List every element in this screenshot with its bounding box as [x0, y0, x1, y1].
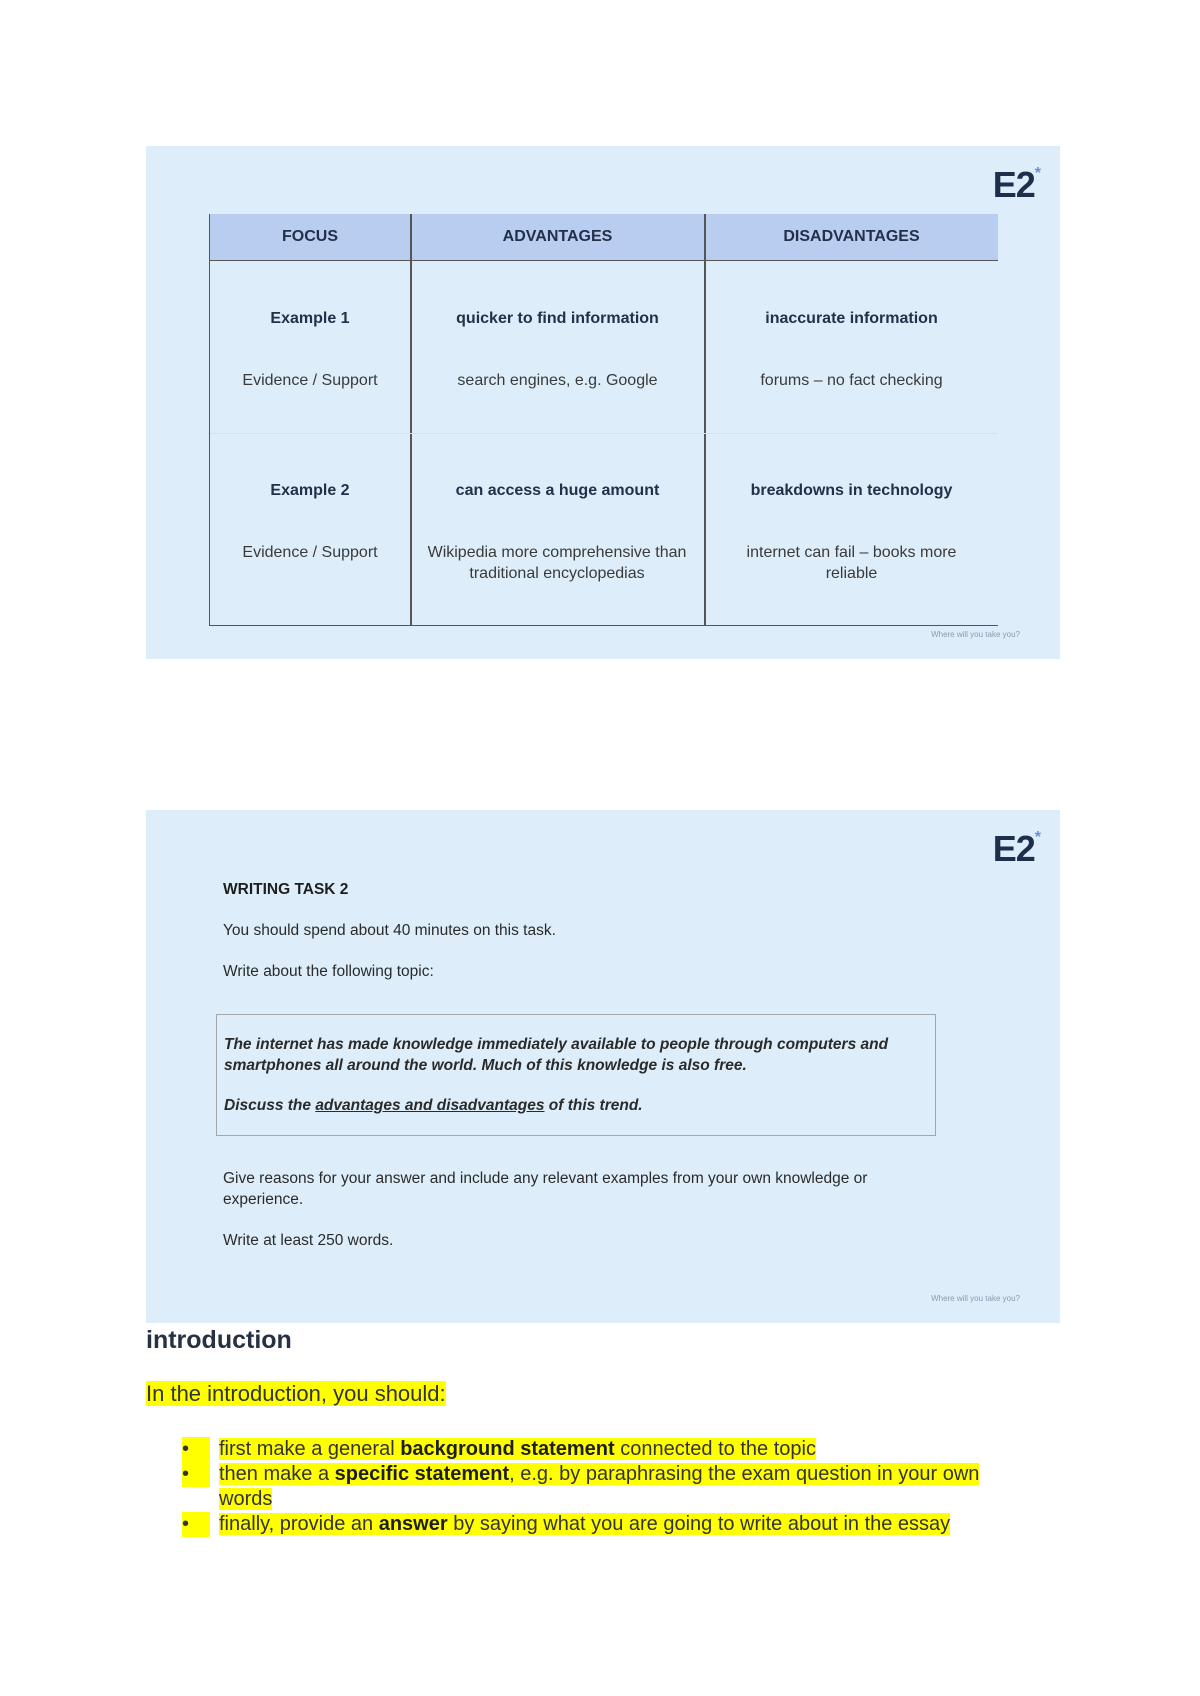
row2-focus-sub: Evidence / Support [242, 544, 378, 561]
row1-focus-title: Example 1 [270, 310, 350, 327]
section-heading: introduction [146, 1326, 292, 1354]
header-disadvantages: DISADVANTAGES [783, 228, 920, 245]
bullet-icon: • [182, 1437, 210, 1462]
list-item: • finally, provide an answer by saying what you are going to write about in the essay [182, 1513, 951, 1535]
row1-dis-title: inaccurate information [765, 310, 938, 327]
focus-table [209, 214, 998, 626]
slide-writing-task [146, 810, 1060, 1323]
task-question: Discuss the advantages and disadvantages of this trend. [224, 1097, 643, 1114]
row1-focus-sub: Evidence / Support [242, 372, 378, 389]
row1-adv-sub: search engines, e.g. Google [457, 372, 658, 389]
row2-dis-sub: internet can fail – books more reliable [746, 544, 957, 582]
task-question-underlined: advantages and disadvantages [315, 1097, 545, 1114]
list-item: • then make a specific statement, e.g. by paraphrasing the exam question in your own words [182, 1463, 980, 1510]
row2-dis-title: breakdowns in technology [750, 482, 953, 499]
task-prompt-text: The internet has made knowledge immediately available to people through computers and smartphones all around the world. Much of this knowledge is also free. [224, 1036, 889, 1074]
row2-focus-title: Example 2 [270, 482, 350, 499]
list-item: • first make a general background statement connected to the topic [182, 1438, 816, 1460]
tagline: Where will you take you? [931, 1294, 1020, 1303]
row1-adv-title: quicker to find information [456, 310, 659, 327]
header-focus: FOCUS [282, 228, 338, 245]
column-divider [704, 214, 706, 625]
section-subheading: In the introduction, you should: [146, 1381, 446, 1406]
task-time-line: You should spend about 40 minutes on this task. [223, 922, 556, 939]
bullet-icon: • [182, 1512, 210, 1537]
e2-logo: E2* [992, 164, 1040, 205]
e2-logo: E2* [992, 828, 1040, 869]
task-instructions: Give reasons for your answer and include any relevant examples from your own knowledge or experience. [223, 1170, 868, 1208]
row2-adv-title: can access a huge amount [455, 482, 660, 499]
row1-dis-sub: forums – no fact checking [760, 372, 943, 389]
task-word-count: Write at least 250 words. [223, 1232, 394, 1249]
tagline: Where will you take you? [931, 630, 1020, 639]
row2-adv-sub: Wikipedia more comprehensive than traditional encyclopedias [427, 544, 687, 582]
task-prompt-box [216, 1014, 936, 1136]
row-divider [210, 433, 998, 434]
intro-points-list [146, 1437, 1036, 1537]
slide-table [146, 146, 1060, 659]
bullet-icon: • [182, 1462, 210, 1487]
task-title: WRITING TASK 2 [223, 881, 349, 898]
task-topic-line: Write about the following topic: [223, 963, 434, 980]
header-advantages: ADVANTAGES [502, 228, 613, 245]
